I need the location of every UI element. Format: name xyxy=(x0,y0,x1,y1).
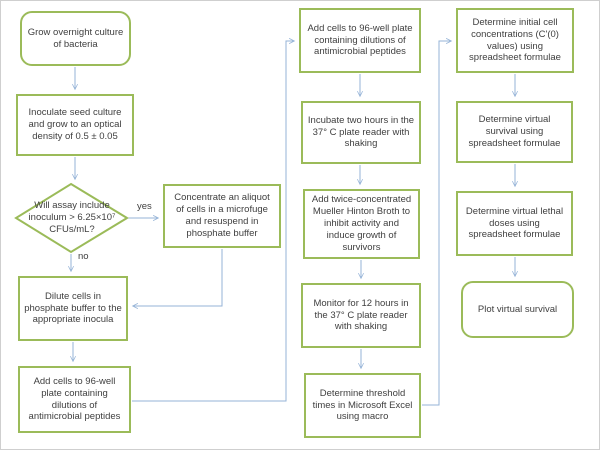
edge-threshold-to-initial xyxy=(422,41,451,405)
edge-concentrate-to-dilute xyxy=(133,249,222,306)
node-inoculate-seed: Inoculate seed culture and grow to an optical density of 0.5 ± 0.05 xyxy=(16,94,134,156)
node-plot-virtual-survival: Plot virtual survival xyxy=(461,281,574,338)
node-concentrate-aliquot: Concentrate an aliquot of cells in a microfuge and resuspend in phosphate buffer xyxy=(163,184,281,248)
node-grow-culture: Grow overnight culture of bacteria xyxy=(20,11,131,66)
node-add-cells-left: Add cells to 96-well plate containing dilutions of antimicrobial peptides xyxy=(18,366,131,433)
node-mueller-hinton-broth: Add twice-concentrated Mueller Hinton Broth to inhibit activity and induce growth of survivors xyxy=(303,189,420,259)
node-monitor-12-hours: Monitor for 12 hours in the 37° C plate reader with shaking xyxy=(301,283,421,348)
node-incubate-two-hours: Incubate two hours in the 37° C plate reader with shaking xyxy=(301,101,421,164)
edge-label-no: no xyxy=(78,251,89,262)
node-virtual-lethal-doses: Determine virtual lethal doses using spreadsheet formulae xyxy=(456,191,573,256)
node-threshold-times: Determine threshold times in Microsoft Excel using macro xyxy=(304,373,421,438)
node-add-cells-middle: Add cells to 96-well plate containing dilutions of antimicrobial peptides xyxy=(299,8,421,73)
node-initial-concentrations: Determine initial cell concentrations (C'(0) values) using spreadsheet formulae xyxy=(456,8,574,73)
edge-label-yes: yes xyxy=(137,201,152,212)
node-decision-inoculum: Will assay include inoculum > 6.25×10⁷ CFUs/mL? xyxy=(28,200,116,235)
node-dilute-cells: Dilute cells in phosphate buffer to the appropriate inocula xyxy=(18,276,128,341)
node-virtual-survival: Determine virtual survival using spreadsheet formulae xyxy=(456,101,573,163)
